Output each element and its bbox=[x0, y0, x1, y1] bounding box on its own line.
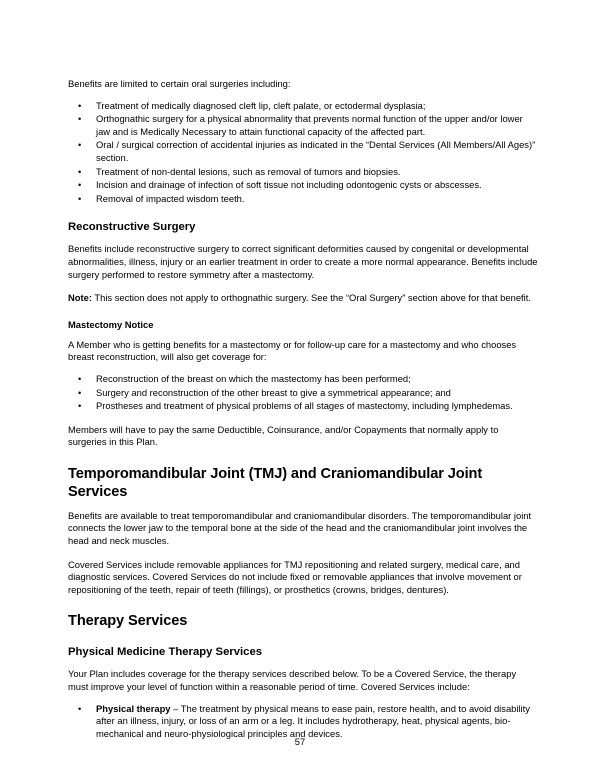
tmj-paragraph-2: Covered Services include removable appliances for TMJ repositioning and related surgery, medical care, and diagnostic services. Covered Services do not include fixed or removable appliances that involve movement or repositioning of the teeth, repair of teeth (fillings), or prosthetics (crowns, bridges, dentures). bbox=[68, 558, 522, 595]
bullet-icon: • bbox=[78, 139, 82, 151]
page-number: 57 bbox=[294, 736, 306, 747]
therapy-bullet-list bbox=[68, 703, 538, 741]
list-item bbox=[68, 373, 538, 386]
heading-therapy-services: Therapy Services bbox=[68, 613, 188, 630]
list-item bbox=[68, 193, 538, 206]
list-item-label: Physical therapy bbox=[96, 702, 171, 714]
bullet-icon: • bbox=[78, 372, 82, 384]
bullet-icon: • bbox=[78, 192, 82, 204]
bullet-icon: • bbox=[78, 702, 82, 714]
physical-medicine-paragraph: Your Plan includes coverage for the therapy services described below. To be a Covered Service, the therapy must improve your level of function within a reasonable period of time. Covered Services include: bbox=[68, 668, 517, 693]
mastectomy-bullet-list bbox=[68, 373, 538, 413]
heading-physical-medicine-therapy: Physical Medicine Therapy Services bbox=[68, 646, 263, 659]
note-label: Note: bbox=[68, 292, 92, 304]
intro-paragraph: Benefits are limited to certain oral surgeries including: bbox=[68, 78, 291, 89]
list-item bbox=[68, 179, 538, 192]
list-item bbox=[68, 703, 538, 741]
list-item bbox=[68, 100, 538, 113]
heading-tmj-services: Temporomandibular Joint (TMJ) and Craniomandibular Joint Services bbox=[68, 465, 483, 500]
list-item bbox=[68, 166, 538, 179]
list-item-text: Surgery and reconstruction of the other breast to give a symmetrical appearance; and bbox=[96, 386, 451, 398]
oral-surgery-bullet-list bbox=[68, 100, 538, 206]
list-item bbox=[68, 400, 538, 413]
list-item-text: Incision and drainage of infection of soft tissue not including odontogenic cysts or abscesses. bbox=[96, 179, 482, 191]
heading-mastectomy-notice: Mastectomy Notice bbox=[68, 318, 154, 330]
bullet-icon: • bbox=[78, 113, 82, 125]
list-item bbox=[68, 387, 538, 400]
list-item bbox=[68, 113, 538, 138]
list-item-text: Prostheses and treatment of physical problems of all stages of mastectomy, including lymphedemas. bbox=[96, 400, 513, 412]
list-item bbox=[68, 139, 538, 164]
mastectomy-closing-paragraph: Members will have to pay the same Deductible, Coinsurance, and/or Copayments that normally apply to surgeries in this Plan. bbox=[68, 423, 499, 448]
tmj-paragraph-1: Benefits are available to treat temporomandibular and craniomandibular disorders. The temporomandibular joint connects the lower jaw to the temporal bone at the side of the head and the craniomandibular joint involves the head and neck muscles. bbox=[68, 509, 532, 547]
reconstructive-surgery-paragraph: Benefits include reconstructive surgery to correct significant deformities caused by congenital or developmental abnormalities, illness, injury or an earlier treatment in order to create a more normal appearance. Benefits include surgery performed to restore symmetry after a mastectomy. bbox=[68, 243, 538, 280]
list-item-text: – The treatment by physical means to ease pain, restore health, and to avoid disability after an illness, injury, or loss of an arm or a leg. It includes hydrotherapy, heat, physical agents, bio-mechanical and neuro-physiological principles and devices. bbox=[96, 702, 530, 739]
list-item-text: Reconstruction of the breast on which the mastectomy has been performed; bbox=[96, 372, 411, 384]
list-item-text: Oral / surgical correction of accidental injuries as indicated in the “Dental Services (All Members/All Ages)” section. bbox=[96, 139, 536, 163]
bullet-icon: • bbox=[78, 179, 82, 191]
list-item-text: Orthognathic surgery for a physical abnormality that prevents normal function of the upper and/or lower jaw and is Medically Necessary to attain functional capacity of the affected part. bbox=[96, 113, 523, 137]
bullet-icon: • bbox=[78, 165, 82, 177]
bullet-icon: • bbox=[78, 400, 82, 412]
reconstructive-surgery-note bbox=[68, 292, 538, 305]
bullet-icon: • bbox=[78, 99, 82, 111]
list-item-text: Removal of impacted wisdom teeth. bbox=[96, 192, 245, 204]
note-text: This section does not apply to orthognathic surgery. See the “Oral Surgery” section above for that benefit. bbox=[91, 292, 531, 304]
mastectomy-notice-paragraph: A Member who is getting benefits for a mastectomy or for follow-up care for a mastectomy and who chooses breast reconstruction, will also get coverage for: bbox=[68, 338, 517, 363]
bullet-icon: • bbox=[78, 386, 82, 398]
list-item-text: Treatment of non-dental lesions, such as removal of tumors and biopsies. bbox=[96, 165, 401, 177]
heading-reconstructive-surgery: Reconstructive Surgery bbox=[68, 221, 196, 234]
list-item-text: Treatment of medically diagnosed cleft lip, cleft palate, or ectodermal dysplasia; bbox=[96, 99, 426, 111]
